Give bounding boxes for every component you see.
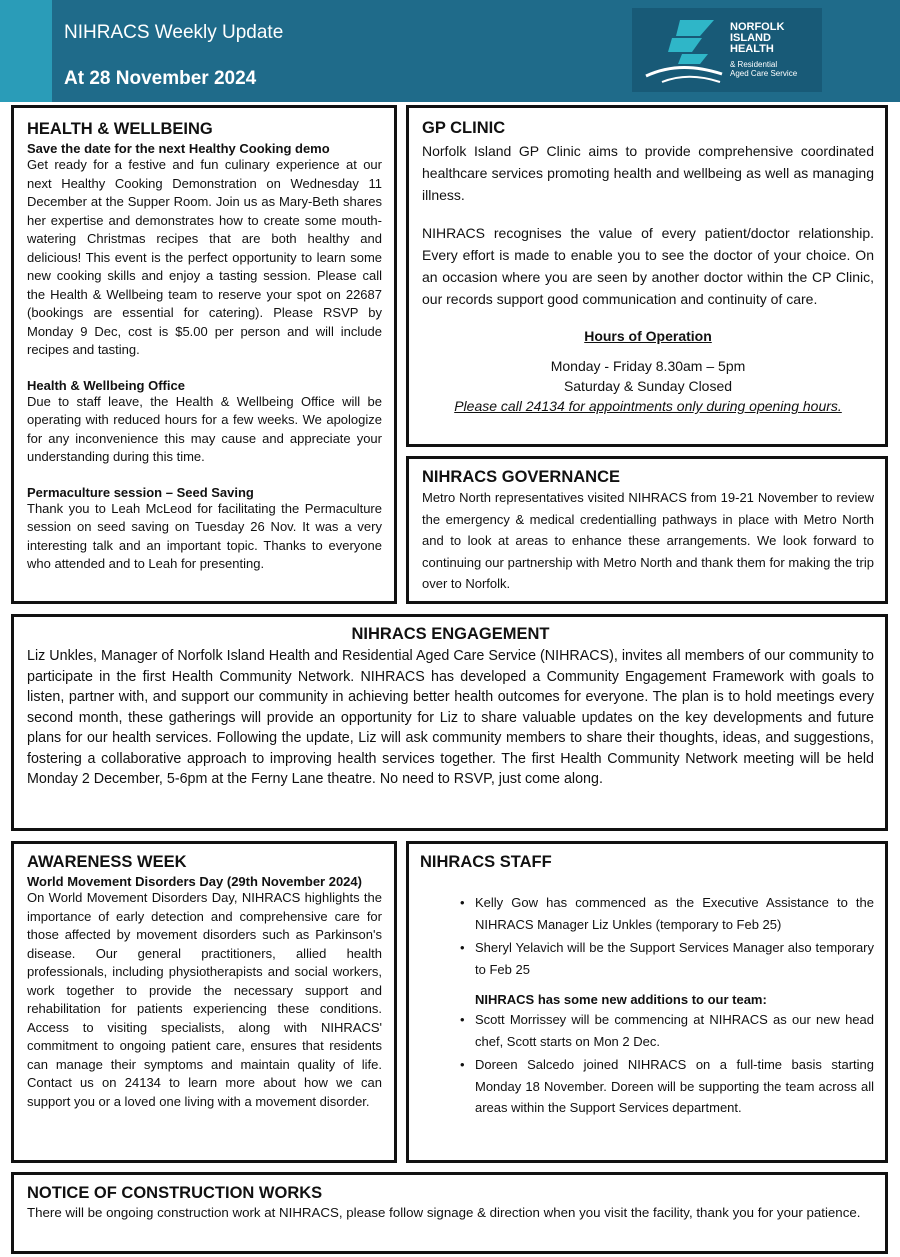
governance-body: Metro North representatives visited NIHRACS from 19-21 November to review the emergency & medical credentialling pathways in place with Metro North and to look at areas to enhance these arrangements. We look forward to continuing our partnership with Metro North and thank them for making the trip over to Norfolk. (422, 490, 874, 591)
health-wellbeing-section (11, 105, 397, 604)
hours-weekday: Monday - Friday 8.30am – 5pm (550, 358, 746, 374)
staff-section (406, 841, 888, 1163)
hours-weekend: Saturday & Sunday Closed (563, 378, 733, 394)
construction-notice-section (11, 1172, 888, 1254)
bullet-icon: • (460, 940, 465, 955)
list-item: • Kelly Gow has commenced as the Executive Assistance to the NIHRACS Manager Liz Unkles (temporary to Feb 25) (420, 892, 874, 935)
bullet-icon: • (460, 895, 465, 910)
permaculture-body: Thank you to Leah McLeod for facilitating the Permaculture session on seed saving on Tuesday 26 Nov. It was a very interesting talk and an important topic. Thanks to everyone who attended and to Leah for presenting. (27, 500, 382, 571)
header-accent-bar (0, 0, 52, 102)
list-item: • Doreen Salcedo joined NIHRACS on a full-time basis starting Monday 18 November. Doreen will be supporting the team across all areas within the Support Services department. (420, 1054, 874, 1119)
section-title: NIHRACS ENGAGEMENT (351, 625, 550, 643)
bullet-icon: • (460, 1012, 465, 1027)
list-item: • Scott Morrissey will be commencing at NIHRACS as our new head chef, Scott starts on Mon 2 Dec. (420, 1009, 874, 1052)
newsletter-date: At 28 November 2024 (64, 68, 257, 89)
gp-clinic-relationship: NIHRACS recognises the value of every patient/doctor relationship. Every effort is made to enable you to see the doctor of your choice. On an occasion where you are seen by another doctor within the CP Clinic, our records support good communication and continuity of care. (422, 225, 874, 307)
awareness-week-section (11, 841, 397, 1163)
section-title: NIHRACS STAFF (420, 853, 552, 871)
new-additions-heading: NIHRACS has some new additions to our team: (475, 992, 767, 1007)
staff-updates-list (420, 892, 874, 980)
section-title: NOTICE OF CONSTRUCTION WORKS (27, 1184, 323, 1202)
gp-clinic-intro: Norfolk Island GP Clinic aims to provide comprehensive coordinated healthcare services promoting health and wellbeing as well as managing illness. (422, 143, 874, 203)
appointment-note: Please call 24134 for appointments only during opening hours. (454, 398, 842, 414)
section-title: GP CLINIC (422, 119, 506, 137)
engagement-section (11, 614, 888, 831)
engagement-body: Liz Unkles, Manager of Norfolk Island Health and Residential Aged Care Service (NIHRACS), invites all members of our community to participate in the first Health Community Network. NIHRACS has developed a Community Engagement Framework with goals to listen, partner with, and support our community in achieving better health outcomes for everyone. The plan is to hold meetings every second month, these gatherings will provide an opportunity for Liz to share valuable updates on the key developments and future plans for our health services. Following the update, Liz will ask community members to share their thoughts, ideas, and suggestions, fostering a collaborative approach to improving health services together. The first Health Community Network meeting will be held Monday 2 December, 5-6pm at the Ferny Lane theatre. No need to RSVP, just come along. (27, 648, 874, 787)
section-title: HEALTH & WELLBEING (27, 120, 213, 138)
logo-wave-icon (642, 16, 724, 86)
permaculture-subtitle: Permaculture session – Seed Saving (27, 484, 254, 500)
newsletter-title: NIHRACS Weekly Update (64, 22, 284, 43)
section-title: NIHRACS GOVERNANCE (422, 468, 621, 486)
section-title: AWARENESS WEEK (27, 853, 187, 871)
hours-title: Hours of Operation (584, 328, 712, 344)
wellbeing-office-subtitle: Health & Wellbeing Office (27, 377, 185, 393)
awareness-body: On World Movement Disorders Day, NIHRACS highlights the importance of early detection and comprehensive care for those affected by movement disorders such as Parkinson's disease. Our general practitioners, allied health professionals, including physiotherapists and social workers, work together to provide the necessary support and rehabilitation for patients experiencing these conditions. Access to visiting specialists, along with NIHRACS' commitment to ongoing patient care, ensures that residents can manage their symptoms and maintain quality of life. Contact us on 24134 to learn more about how we can support you or a loved one living with a movement disorder. (27, 890, 382, 1109)
awareness-subtitle: World Movement Disorders Day (29th November 2024) (27, 874, 362, 889)
logo-subtitle: & Residential Aged Care Service (730, 60, 798, 78)
header-banner (0, 0, 900, 102)
gp-clinic-section (406, 105, 888, 447)
cooking-demo-body: Get ready for a festive and fun culinary experience at our next Healthy Cooking Demonstration on Wednesday 11 December at the Supper Room. Join us as Mary-Beth shares her expertise and demonstrates how to create some mouth-watering Christmas recipes that are both healthy and delicious! This event is the perfect opportunity to learn some new cooking skills and enjoy a tasting session. Please call the Health & Wellbeing team to reserve your spot on 22687 (bookings are essential for catering). Please RSVP by Monday 9 Dec, cost is $5.00 per person and will include recipes and tasting. (27, 157, 382, 357)
cooking-demo-subtitle: Save the date for the next Healthy Cooking demo (27, 141, 330, 156)
governance-section (406, 456, 888, 604)
logo-wordmark: NORFOLK ISLAND HEALTH (730, 21, 785, 55)
wellbeing-office-body: Due to staff leave, the Health & Wellbeing Office will be operating with reduced hours for a few weeks. We apologize for any inconvenience this may cause and appreciate your understanding during this time. (27, 393, 382, 464)
new-staff-list (420, 1009, 874, 1119)
construction-body: There will be ongoing construction work at NIHRACS, please follow signage & direction when you visit the facility, thank you for your patience. (27, 1205, 861, 1220)
bullet-icon: • (460, 1057, 465, 1072)
hours-of-operation (422, 326, 874, 416)
list-item: • Sheryl Yelavich will be the Support Services Manager also temporary to Feb 25 (420, 937, 874, 980)
norfolk-island-health-logo (632, 8, 822, 92)
